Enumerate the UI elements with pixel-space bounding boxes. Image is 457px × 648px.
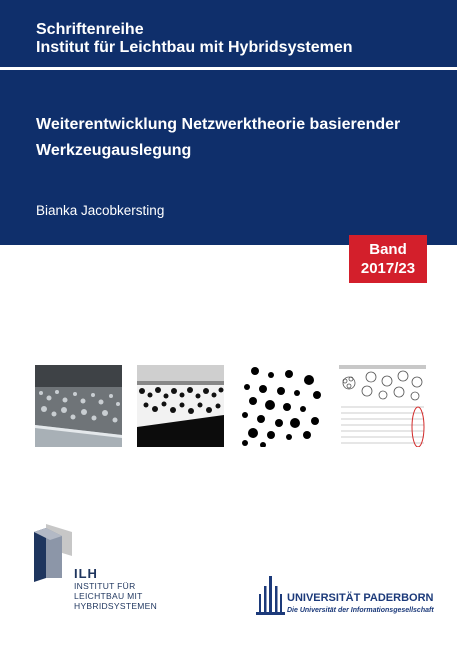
- volume-label: Band: [369, 241, 407, 258]
- ilh-abbr: ILH: [74, 566, 98, 581]
- university-tagline: Die Universität der Informationsgesellschaft: [287, 607, 434, 614]
- university-name: UNIVERSITÄT PADERBORN: [287, 592, 434, 604]
- photo-network-analysis: [339, 365, 426, 447]
- volume-number: 2017/23: [360, 260, 416, 277]
- ilh-line1: INSTITUT FÜR: [74, 581, 136, 591]
- volume-badge: [349, 235, 427, 283]
- photo-cross-section: [137, 365, 224, 447]
- series-title: Schriftenreihe: [36, 21, 144, 38]
- book-title: [36, 112, 436, 164]
- ilh-text: [74, 566, 157, 611]
- photo-binary-pores: [237, 365, 324, 447]
- book-title-line2: Werkzeugauslegung: [36, 142, 192, 159]
- header-divider: [0, 67, 457, 70]
- ilh-line2: LEICHTBAU MIT: [74, 591, 143, 601]
- university-logo: [256, 570, 436, 620]
- photo-foam-surface: [35, 365, 122, 447]
- ilh-logo: [32, 524, 192, 616]
- cover-header: [0, 0, 457, 245]
- book-title-line1: Weiterentwicklung Netzwerktheorie basierender: [36, 116, 401, 133]
- institute-name: Institut für Leichtbau mit Hybridsystemen: [36, 39, 353, 56]
- ilh-line3: HYBRIDSYSTEMEN: [74, 601, 158, 611]
- author-name: Bianka Jacobkersting: [36, 203, 165, 218]
